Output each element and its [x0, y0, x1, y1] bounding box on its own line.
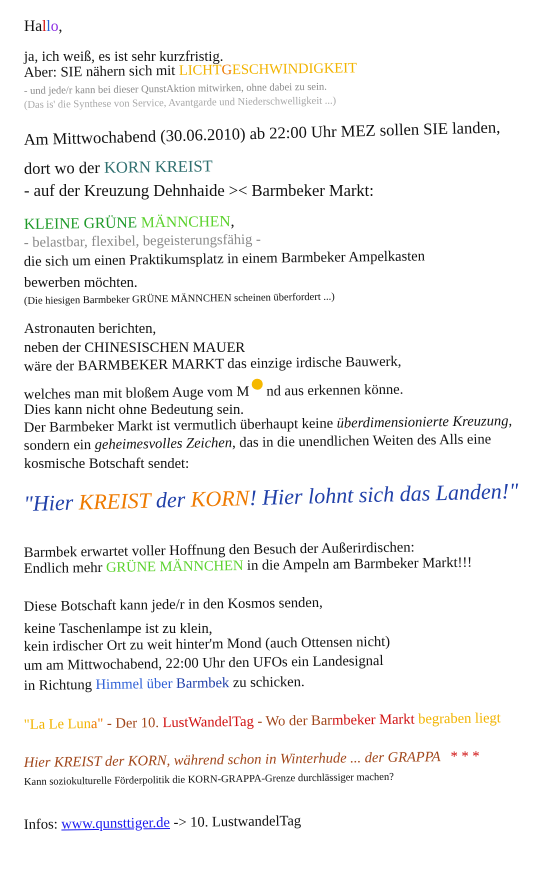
hope-text: Endlich mehr [23, 559, 107, 578]
intro-line-3: - und jede/r kann bei dieser QunstAktion mitwirken, ohne dabei zu sein. [23, 81, 327, 98]
aliens-line-3: die sich um einen Praktikumsplatz in einem Barmbeker Ampelkasten [23, 248, 426, 271]
message-line-4: um am Mittwochabend, 22:00 Uhr den UFOs ein Landesignal [23, 652, 384, 675]
hope-line-2 [24, 556, 472, 578]
greeting-part: , [58, 18, 63, 35]
slogan-text: ! Hier lohnt sich das Landen!" [249, 478, 519, 511]
lustwandeltag: LustWandelTag [162, 713, 254, 732]
barmbek: Barmbek [175, 675, 230, 692]
la-le-lun-end: a" [90, 715, 104, 733]
slogan-korn: KORN [190, 485, 250, 512]
when-line-1: Am Mittwochabend (30.06.2010) ab 22:00 Uhr MEZ sollen SIE landen, [23, 117, 501, 150]
astro-line-8: kosmische Botschaft sendet: [24, 456, 190, 472]
slogan [23, 479, 518, 516]
astro-text: Der Barmbeker Markt ist vermutlich überhaupt keine [23, 415, 337, 437]
astro-line-3: wäre der BARMBEKER MARKT das einzige irdische Bauwerk, [23, 353, 402, 376]
maennchen: MÄNNCHEN [140, 213, 231, 232]
intro-line-1: ja, ich weiß, es ist sehr kurzfristig. [24, 49, 224, 65]
message-line-2: keine Taschenlampe ist zu klein, [24, 621, 213, 637]
intro-text: Aber: SIE nähern sich mit [23, 62, 180, 82]
slogan-text: der [150, 486, 192, 513]
moon-icon [251, 379, 262, 390]
message-line-1: Diese Botschaft kann jede/r in den Kosmos senden, [23, 594, 323, 616]
greeting-part: l [42, 18, 47, 35]
kleine: KLEINE [23, 215, 84, 233]
footer-text: - Wo der Bar [253, 712, 333, 730]
stars: * * * [449, 748, 480, 766]
when-text: dort wo der [23, 157, 105, 179]
when-line-2 [24, 157, 213, 178]
hope-gruene-maennchen: GRÜNE MÄNNCHEN [105, 557, 244, 576]
infos-text: -> 10. LustwandelTag [169, 813, 302, 831]
greeting-part: o [50, 18, 59, 35]
lichtgeschwindigkeit-c: ESCHWINDIGKEIT [231, 60, 358, 79]
when-line-3: - auf der Kreuzung Dehnhaide >< Barmbeker Markt: [24, 181, 374, 200]
intro-line-2 [24, 61, 357, 82]
begraben-liegt: begraben liegt [414, 710, 501, 728]
aliens-line-5: (Die hiesigen Barmbeker GRÜNE MÄNNCHEN scheinen überfordert ...) [23, 291, 335, 308]
astro-italic: überdimensionierte Kreuzung, [336, 413, 513, 432]
astro-italic: geheimesvolles Zeichen [94, 435, 233, 454]
footer-line-2 [24, 750, 479, 772]
greeting [24, 18, 62, 35]
slogan-kreist: KREIST [78, 487, 151, 515]
message-line-5 [24, 675, 305, 695]
la-le-lun: "La Le Lun [23, 716, 92, 734]
hope-line-1: Barmbek erwartet voller Hoffnung den Besuch der Außerirdischen: [23, 539, 415, 562]
qunsttiger-link[interactable]: www.qunsttiger.de [61, 814, 171, 833]
message-line-3: kein irdischer Ort zu weit hinter'm Mond (auch Ottensen nicht) [23, 633, 391, 656]
greeting-part: Ha [24, 18, 43, 35]
astro-text: welches man mit bloßem Auge vom M [23, 383, 250, 404]
comma: , [230, 213, 235, 231]
grappa-text: Hier KREIST der KORN, während schon in Winterhude ... der GRAPPA [23, 749, 441, 772]
lichtgeschwindigkeit-b: G [221, 62, 233, 79]
astro-text: sondern ein [23, 437, 95, 455]
infos-label: Infos: [23, 816, 62, 834]
intro-line-4: (Das is' die Synthese von Service, Avantgarde und Niederschwelligkeit ...) [23, 95, 337, 112]
footer-line-1 [24, 711, 501, 734]
aliens-line-4: bewerben möchten. [24, 275, 138, 291]
astro-line-1: Astronauten berichten, [24, 321, 157, 337]
astro-line-5: Dies kann nicht ohne Bedeutung sein. [24, 402, 244, 418]
hope-text: in die Ampeln am Barmbeker Markt!!! [243, 554, 473, 574]
astro-line-4 [24, 383, 404, 404]
himmel-ueber: Himmel über [95, 675, 177, 693]
lichtgeschwindigkeit-a: LICHT [178, 62, 222, 79]
aliens-line-1 [24, 213, 235, 233]
footer-text: - Der 10. [103, 715, 163, 732]
infos-line [24, 814, 301, 834]
slogan-text: "Hier [23, 489, 80, 517]
message-text: zu schicken. [229, 674, 305, 692]
message-text: in Richtung [23, 677, 96, 695]
gruene: GRÜNE [83, 214, 142, 233]
astro-text: nd aus erkennen könne. [266, 381, 404, 400]
astro-text: , das in die unendlichen Weiten des Alls eine [231, 431, 492, 452]
greeting-part: l [46, 18, 51, 35]
astro-line-2: neben der CHINESISCHEN MAUER [24, 340, 246, 356]
aliens-line-2: - belastbar, flexibel, begeisterungsfähig - [23, 231, 261, 252]
footer-text: mbeker Markt [331, 711, 415, 729]
footer-line-3: Kann soziokulturelle Förderpolitik die KORN-GRAPPA-Grenze durchlässiger machen? [23, 771, 394, 789]
korn-kreist: KORN KREIST [103, 156, 213, 177]
